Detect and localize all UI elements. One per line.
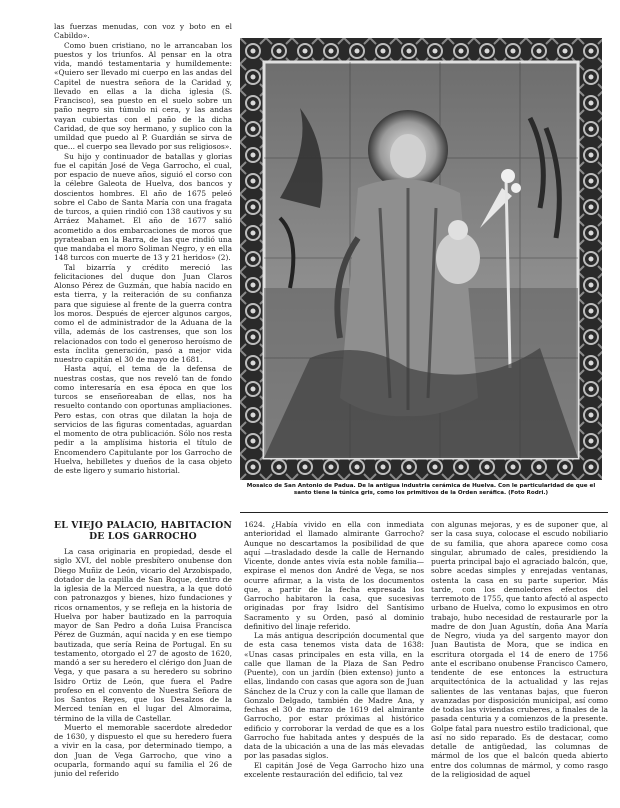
saint-face [390, 134, 426, 178]
paragraph: Su hijo y continuador de batallas y glorias fue el capitán José de Vega Garrocho, el cual, por espacio de nueve años, siguió el corso con la célebre Galeota de Huelva, dos bancos y doscientos hombres. El año de 1675 peleó sobre el Cabo de Santa María con una fragata de turcos, a quien rindió con 138 cautivos y su Arráez Mahamet. El año de 1677 salió acometido a dos embarcaciones de moros que pyrateaban en la Barra, de las que rindió una que mandaba el moro Soliman Negro, y en ella 148 turcos con muerte de 13 y 21 heridos» (2). [54, 151, 232, 263]
saint-anthony-mosaic-image [240, 38, 602, 480]
paragraph: Hasta aquí, el tema de la defensa de nuestras costas, que nos reveló tan de fondo como interesaría en esa época en que los turcos se enseñoreaban de ellas, nos ha resuelto contando con oportunas ampliaciones. Pero estas, con otras que dilatan la hoja de servicios de las figuras comentadas, aguardan el momento de otra publicación. Sólo nos resta pedir a la amplísima historia el título de Encomendero Capitulante por los Garrocho de Huelva, hebilletes y dueños de la casa objeto de este ligero y sumario historial. [54, 364, 232, 475]
paragraph: El capitán José de Vega Garrocho hizo una excelente restauración del edificio, tal vez [244, 760, 424, 779]
divider-line [240, 512, 608, 513]
mosaic-photo [240, 38, 602, 480]
article-column-2 [54, 520, 232, 804]
section-headline: EL VIEJO PALACIO, HABITACION DE LOS GARROCHO [54, 520, 232, 542]
paragraph: las fuerzas menudas, con voz y boto en el Cabildo». [54, 22, 232, 41]
paragraph: Muerto el memorable sacerdote alrededor de 1630, y dispuesto el que su heredero fuera a vivir en la casa, por determinado tiempo, a don Juan de Vega Garrocho, que vino a ocuparla, formando aquí su familia el 26 de junio del referido [54, 722, 232, 778]
article-column-3 [244, 520, 424, 804]
paragraph: Como buen cristiano, no le arrancaban los puestos y los triunfos. Al pensar en la otra vida, mandó testamentaria y humildemente: «Quiero ser llevado mi cuerpo en las andas del Capitel de nuestra señora de la Caridad y, llevado en ellas a la dicha iglesia (S. Francisco), sea puesto en el suelo sobre un paño negro sin túmulo ni cera, y las andas vayan cubiertas con el paño de la dicha Caridad, de que soy hermano, y suplico con la umildad que puedo al P. Guardián se sirva de que... el cuerpo sea llevado por sus religiosos». [54, 40, 232, 152]
article-column-4 [431, 520, 608, 804]
photo-caption: Mosaico de San Antonio de Padua. De la antigua industria cerámica de Huelva. Con le particularidad de que el santo tiene la túnica gris, como los primitivos de la Orden seráfica. (Foto Rodri.) [246, 483, 596, 497]
article-column-1 [54, 22, 232, 519]
paragraph: La casa originaria en propiedad, desde el siglo XVI, del noble presbítero onubense don Diego Muñiz de León, vicario del Arzobispado, dotador de la capilla de San Roque, dentro de la iglesia de la Merced nuestra, a la que dotó con patronazgos y bienes, hizo fundaciones y ricos ornamentos, y se refleja en la historia de Huelva por haber bautizado en la parroquia mayor de San Pedro a doña Luisa Francisca Pérez de Guzmán, aquí nacida y en ese tiempo bautizada, que sería Reina de Portugal. En su testamento, otorgado el 27 de agosto de 1620, mandó a ser su heredero el clérigo don Juan de Vega, y que pasara a su heredero su sobrino Isidro Ortiz de León, que fuera el Padre profeso en el convento de Nuestra Señora de los Santos Reyes, que los Desalzos de la Merced tenían en el lugar del Almoraima, término de la villa de Castellar. [54, 547, 232, 723]
paragraph: 1624. ¿Había vivido en ella con inmediata anterioridad el llamado almirante Garrocho? Aunque no descartamos la posibilidad de que aquí —trasladado desde la calle de Hernando Vicente, donde antes vivía esta noble familia— expirase el menos don André de Vega, se nos ocurre afirmar, a la vista de los documentos que, a partir de la fecha expresada los Garrocho habitaron la casa, que sucesivas originadas por fray Isidro del Santísimo Sacramento y su Orden, pasó al dominio definitivo del linaje referido. [244, 520, 424, 631]
paragraph: La más antigua descripción documental que de esta casa tenemos vista data de 1638: «Unas casas principales en esta villa, en la calle que llaman de la Plaza de San Pedro (Puente), con un jardín (bien extenso) junto a ellas, lindando con casas que agora son de Juan Sánchez de la Cruz y con la calle que llaman de Gonzalo Delgado, también de Madre Ana, y fechas el 30 de marzo de 1619 del almirante Garrocho, por estar próximas al histórico edificio y corroborar la verdad de que es a los Garrocho fue habitada antes y después de la data de la ubicación a una de las más elevadas por las pasadas siglos. [244, 631, 424, 761]
paragraph: Tal bizarría y crédito mereció las felicitaciones del duque don Juan Claros Alonso Pérez de Guzmán, que había nacido en esta tierra, y la reiteración de su confianza para que siguiese al frente de la guerra contra los moros. Después de ejercer algunos cargos, como el de administrador de la Aduana de la villa, además de los castrenses, que son los relacionados con todo el generoso heroísmo de esta ínclita generación, pasó a mejor vida nuestro capitán el 30 de mayo de 1681. [54, 262, 232, 364]
paragraph: con algunas mejoras, y es de suponer que, al ser la casa suya, colocase el escudo nobiliario de su familia, que ahora aparece como cosa singular, abrumado de cales, presidiendo la puerta principal bajo el agraciado balcón, que, sobre acedas simples y enrejadas ventanas, ostenta la casa en su parte superior. Más tarde, con los demoledores efectos del terremoto de 1755, que tanto afectó al aspecto urbano de Huelva, como lo expusimos en otro trabajo, hubo necesidad de restaurarle por la madre de don Juan Agustín, doña Ana María de Negro, viuda ya del sargento mayor don Juan Bautista de Mora, que se indica en escritura otorgada el 14 de enero de 1756 ante el escribano onubense Francisco Camero, tendente de ese entonces la estructura arquitectónica de la actualidad y las rejas salientes de las ventanas bajas, que fueron avanzadas por disposición municipal, así como de todas las viviendas cruberes, a finales de la pasada centuria y a comienzos de la presente. Golpe fatal para nuestro estilo tradicional, que así no sido reparado. Es de destacar, como detalle de antigüedad, las columnas de mármol de los que el balcón queda abierto entre dos columnas de mármol, y como rasgo de la religiosidad de aquel [431, 520, 608, 779]
